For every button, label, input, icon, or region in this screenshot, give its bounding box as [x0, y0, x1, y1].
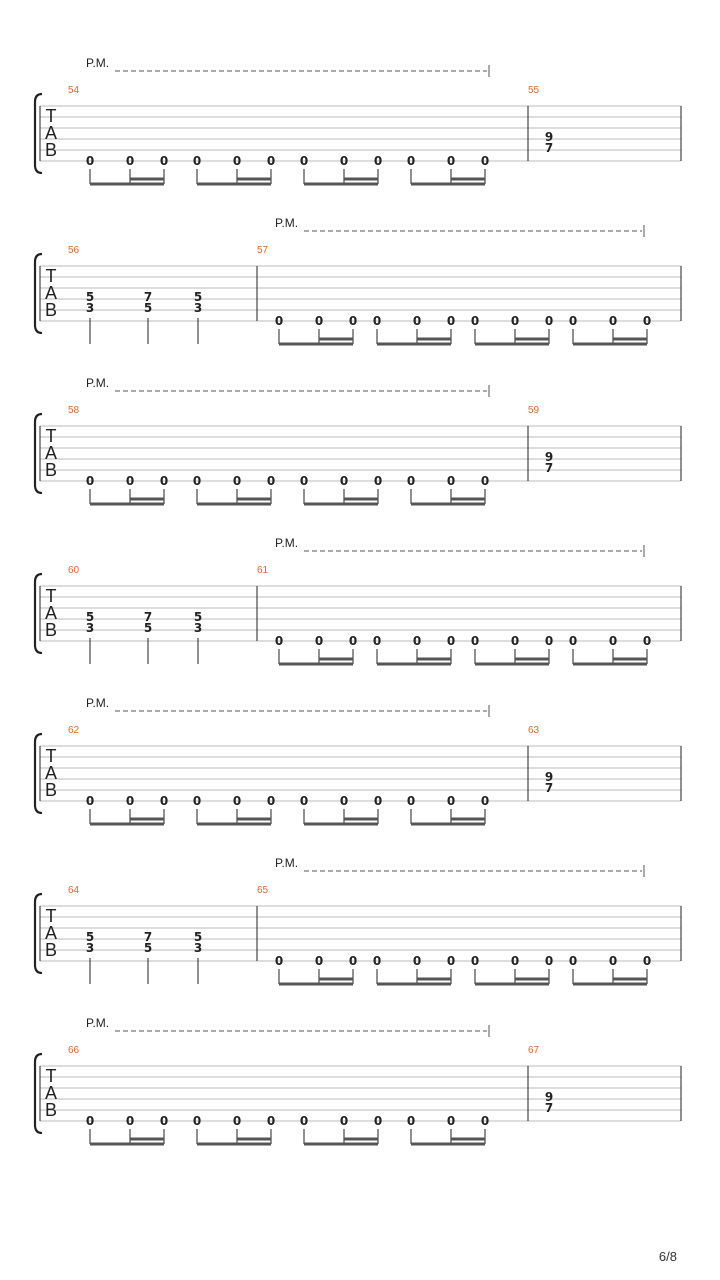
fret-number: 0: [299, 474, 309, 488]
fret-number: 7: [544, 1101, 554, 1115]
fret-number: 0: [544, 954, 554, 968]
tab-clef-letter: B: [44, 460, 58, 480]
fret-number: 0: [480, 794, 490, 808]
fret-number: 0: [608, 634, 618, 648]
fret-number: 0: [480, 1114, 490, 1128]
fret-number: 0: [85, 474, 95, 488]
fret-number: 5: [85, 610, 95, 624]
bar-number: 60: [68, 565, 80, 576]
tab-clef-letter: A: [44, 283, 58, 303]
fret-number: 0: [125, 474, 135, 488]
fret-number: 0: [125, 794, 135, 808]
tab-clef-letter: T: [45, 906, 57, 926]
fret-number: 0: [159, 794, 169, 808]
fret-number: 0: [266, 154, 276, 168]
bar-number: 59: [528, 405, 540, 416]
bar-number: 62: [68, 725, 80, 736]
fret-number: 0: [544, 314, 554, 328]
fret-number: 0: [510, 954, 520, 968]
fret-number: 0: [642, 314, 652, 328]
fret-number: 0: [232, 474, 242, 488]
tab-clef-letter: B: [44, 940, 58, 960]
palm-mute-label: P.M.: [86, 696, 110, 710]
fret-number: 7: [544, 141, 554, 155]
fret-number: 0: [85, 1114, 95, 1128]
tab-system: [35, 56, 681, 184]
bar-number: 65: [257, 885, 269, 896]
fret-number: 7: [143, 610, 153, 624]
palm-mute-label: P.M.: [275, 216, 299, 230]
tab-clef-letter: A: [44, 443, 58, 463]
bar-number: 57: [257, 245, 269, 256]
tab-system: [35, 696, 681, 824]
tab-clef-letter: B: [44, 1100, 58, 1120]
fret-number: 0: [232, 154, 242, 168]
fret-number: 0: [232, 794, 242, 808]
fret-number: 0: [232, 1114, 242, 1128]
fret-number: 0: [446, 954, 456, 968]
fret-number: 0: [406, 154, 416, 168]
fret-number: 0: [274, 314, 284, 328]
fret-number: 0: [446, 1114, 456, 1128]
fret-number: 0: [446, 794, 456, 808]
fret-number: 5: [193, 610, 203, 624]
fret-number: 0: [125, 154, 135, 168]
fret-number: 0: [266, 474, 276, 488]
tab-clef-letter: A: [44, 763, 58, 783]
bar-number: 56: [68, 245, 80, 256]
bar-number: 64: [68, 885, 80, 896]
fret-number: 0: [642, 954, 652, 968]
tab-system: [35, 536, 681, 664]
fret-number: 3: [85, 621, 95, 635]
fret-number: 0: [510, 314, 520, 328]
tab-clef-letter: B: [44, 620, 58, 640]
fret-number: 7: [544, 781, 554, 795]
tab-clef-letter: B: [44, 300, 58, 320]
fret-number: 0: [406, 1114, 416, 1128]
fret-number: 9: [544, 1090, 554, 1104]
fret-number: 0: [510, 634, 520, 648]
fret-number: 0: [568, 314, 578, 328]
tab-clef-letter: B: [44, 140, 58, 160]
fret-number: 3: [193, 301, 203, 315]
fret-number: 5: [143, 941, 153, 955]
fret-number: 0: [373, 154, 383, 168]
fret-number: 0: [373, 1114, 383, 1128]
fret-number: 0: [192, 474, 202, 488]
tab-system: [35, 376, 681, 504]
fret-number: 0: [412, 314, 422, 328]
fret-number: 5: [143, 301, 153, 315]
fret-number: 0: [314, 314, 324, 328]
tab-system: [35, 216, 681, 344]
fret-number: 5: [193, 930, 203, 944]
tab-system: [35, 1016, 681, 1144]
fret-number: 0: [446, 154, 456, 168]
fret-number: 0: [299, 154, 309, 168]
fret-number: 5: [193, 290, 203, 304]
bar-number: 55: [528, 85, 540, 96]
fret-number: 3: [193, 941, 203, 955]
fret-number: 0: [159, 1114, 169, 1128]
fret-number: 7: [143, 290, 153, 304]
palm-mute-label: P.M.: [86, 376, 110, 390]
fret-number: 0: [85, 154, 95, 168]
fret-number: 0: [348, 314, 358, 328]
palm-mute-label: P.M.: [86, 56, 110, 70]
tab-clef-letter: T: [45, 426, 57, 446]
fret-number: 3: [85, 941, 95, 955]
fret-number: 0: [446, 314, 456, 328]
fret-number: 0: [642, 634, 652, 648]
fret-number: 3: [85, 301, 95, 315]
fret-number: 0: [159, 474, 169, 488]
palm-mute-label: P.M.: [275, 856, 299, 870]
tab-clef-letter: T: [45, 586, 57, 606]
fret-number: 0: [266, 1114, 276, 1128]
fret-number: 0: [480, 474, 490, 488]
fret-number: 0: [339, 1114, 349, 1128]
fret-number: 0: [412, 954, 422, 968]
tab-clef-letter: T: [45, 746, 57, 766]
fret-number: 9: [544, 130, 554, 144]
fret-number: 0: [339, 154, 349, 168]
fret-number: 9: [544, 770, 554, 784]
bar-number: 61: [257, 565, 269, 576]
fret-number: 0: [372, 954, 382, 968]
tab-clef-letter: A: [44, 123, 58, 143]
fret-number: 0: [299, 1114, 309, 1128]
fret-number: 5: [143, 621, 153, 635]
fret-number: 0: [406, 794, 416, 808]
fret-number: 0: [446, 634, 456, 648]
fret-number: 0: [274, 634, 284, 648]
fret-number: 0: [192, 1114, 202, 1128]
fret-number: 0: [568, 634, 578, 648]
fret-number: 0: [125, 1114, 135, 1128]
bar-number: 66: [68, 1045, 80, 1056]
fret-number: 0: [339, 794, 349, 808]
bar-number: 63: [528, 725, 540, 736]
bar-number: 67: [528, 1045, 540, 1056]
fret-number: 0: [470, 954, 480, 968]
fret-number: 0: [446, 474, 456, 488]
fret-number: 5: [85, 930, 95, 944]
fret-number: 0: [373, 474, 383, 488]
fret-number: 0: [299, 794, 309, 808]
tab-clef-letter: A: [44, 1083, 58, 1103]
fret-number: 0: [412, 634, 422, 648]
palm-mute-label: P.M.: [275, 536, 299, 550]
tab-clef-letter: T: [45, 106, 57, 126]
fret-number: 0: [159, 154, 169, 168]
fret-number: 0: [480, 154, 490, 168]
fret-number: 0: [544, 634, 554, 648]
fret-number: 0: [568, 954, 578, 968]
fret-number: 0: [372, 634, 382, 648]
fret-number: 7: [143, 930, 153, 944]
fret-number: 0: [266, 794, 276, 808]
fret-number: 0: [314, 954, 324, 968]
fret-number: 5: [85, 290, 95, 304]
fret-number: 0: [85, 794, 95, 808]
bar-number: 54: [68, 85, 80, 96]
fret-number: 0: [274, 954, 284, 968]
palm-mute-label: P.M.: [86, 1016, 110, 1030]
tab-clef-letter: T: [45, 1066, 57, 1086]
fret-number: 0: [470, 634, 480, 648]
fret-number: 0: [373, 794, 383, 808]
fret-number: 0: [339, 474, 349, 488]
fret-number: 0: [192, 154, 202, 168]
fret-number: 3: [193, 621, 203, 635]
bar-number: 58: [68, 405, 80, 416]
fret-number: 0: [470, 314, 480, 328]
fret-number: 9: [544, 450, 554, 464]
tab-clef-letter: A: [44, 603, 58, 623]
page-number: 6/8: [658, 1249, 677, 1264]
fret-number: 0: [314, 634, 324, 648]
fret-number: 0: [372, 314, 382, 328]
tab-clef-letter: T: [45, 266, 57, 286]
fret-number: 0: [608, 954, 618, 968]
fret-number: 0: [348, 634, 358, 648]
fret-number: 0: [406, 474, 416, 488]
fret-number: 7: [544, 461, 554, 475]
tab-clef-letter: B: [44, 780, 58, 800]
fret-number: 0: [608, 314, 618, 328]
tab-clef-letter: A: [44, 923, 58, 943]
tab-system: [35, 856, 681, 984]
fret-number: 0: [348, 954, 358, 968]
fret-number: 0: [192, 794, 202, 808]
